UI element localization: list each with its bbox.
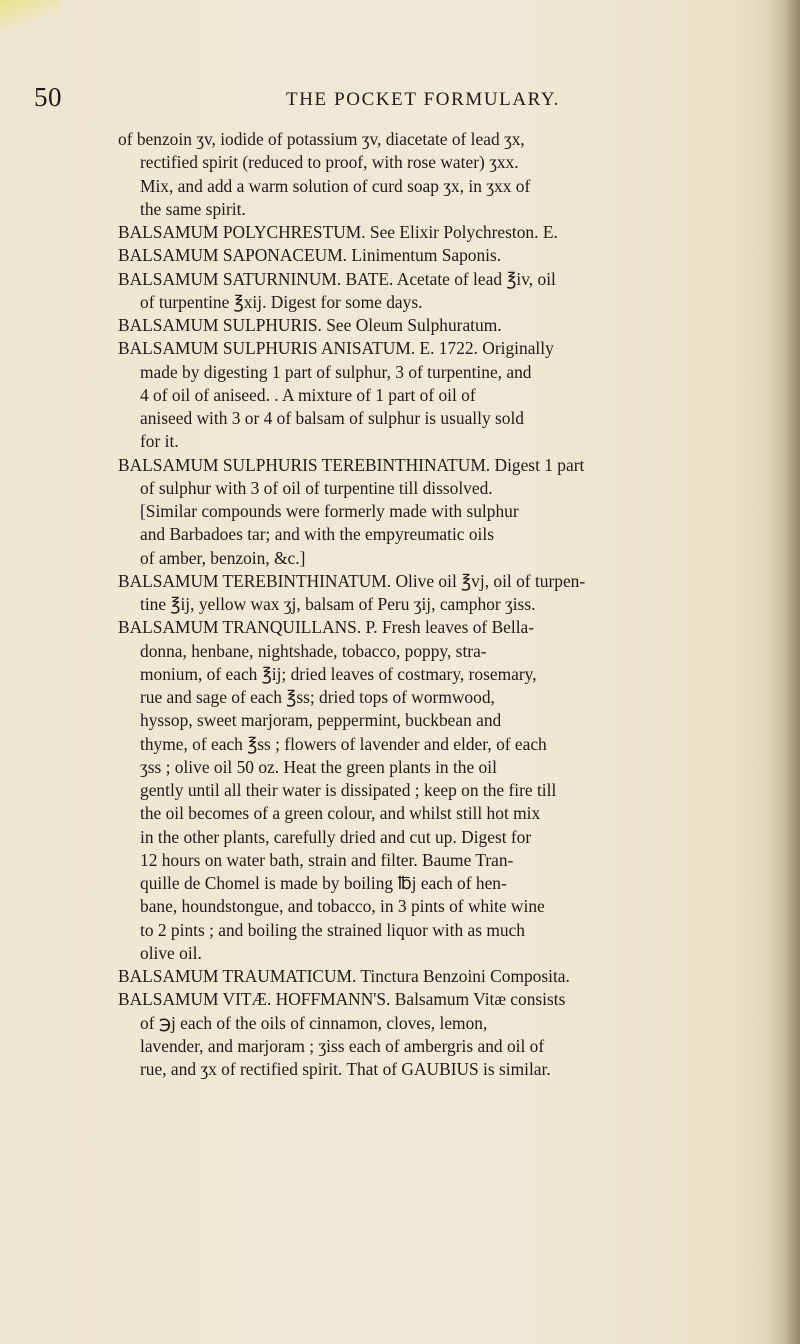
text-line: monium, of each ℥ij; dried leaves of costmary, rosemary, [140, 663, 537, 684]
page-header [34, 82, 754, 116]
text-line: BALSAMUM SULPHURIS. See Oleum Sulphuratum. [118, 315, 502, 335]
text-line: BALSAMUM SULPHURIS TEREBINTHINATUM. Digest 1 part [118, 454, 585, 475]
text-line: in the other plants, carefully dried and cut up. Digest for [140, 826, 532, 847]
text-line: [Similar compounds were formerly made with sulphur [140, 501, 519, 521]
text-line: BALSAMUM TRAUMATICUM. Tinctura Benzoini Composita. [118, 966, 570, 986]
text-line: the same spirit. [140, 198, 246, 219]
text-line: of sulphur with 3 of oil of turpentine till dissolved. [140, 477, 493, 498]
running-title: THE POCKET FORMULARY. [286, 89, 561, 110]
text-line: of benzoin ʒv, iodide of potassium ʒv, diacetate of lead ʒx, [118, 129, 525, 149]
text-line: BALSAMUM POLYCHRESTUM. See Elixir Polychreston. E. [118, 222, 558, 242]
text-line: gently until all their water is dissipated ; keep on the fire till [140, 780, 557, 800]
text-line: Mix, and add a warm solution of curd soap ʒx, in ʒxx of [140, 175, 531, 196]
text-line: 12 hours on water bath, strain and filter. Baume Tran- [140, 849, 514, 870]
text-line: lavender, and marjoram ; ʒiss each of ambergris and oil of [140, 1035, 545, 1056]
text-line: rue, and ʒx of rectified spirit. That of GAUBIUS is similar. [140, 1059, 551, 1079]
text-line: olive oil. [140, 942, 202, 963]
text-line: to 2 pints ; and boiling the strained liquor with as much [140, 919, 525, 940]
text-line: made by digesting 1 part of sulphur, 3 of turpentine, and [140, 361, 532, 382]
text-line: ʒss ; olive oil 50 oz. Heat the green plants in the oil [140, 756, 497, 777]
text-line: BALSAMUM TEREBINTHINATUM. Olive oil ℥vj, oil of turpen- [118, 570, 586, 591]
text-line: hyssop, sweet marjoram, peppermint, buckbean and [140, 710, 502, 731]
text-line: donna, henbane, nightshade, tobacco, poppy, stra- [140, 640, 487, 661]
text-line: quille de Chomel is made by boiling ℔j each of hen- [140, 873, 507, 893]
page-corner-stain [0, 0, 60, 30]
text-line: of ℈j each of the oils of cinnamon, cloves, lemon, [140, 1012, 488, 1033]
text-line: and Barbadoes tar; and with the empyreumatic oils [140, 524, 494, 545]
text-line: of turpentine ℥xij. Digest for some days. [140, 291, 423, 312]
text-line: 4 of oil of aniseed. . A mixture of 1 part of oil of [140, 384, 476, 405]
text-line: of amber, benzoin, &c.] [140, 547, 306, 568]
text-line: thyme, of each ℥ss ; flowers of lavender and elder, of each [140, 733, 547, 754]
text-line: aniseed with 3 or 4 of balsam of sulphur is usually sold [140, 408, 524, 428]
text-line: bane, houndstongue, and tobacco, in 3 pints of white wine [140, 896, 545, 917]
text-line: tine ℥ij, yellow wax ʒj, balsam of Peru ʒij, camphor ʒiss. [140, 594, 536, 614]
text-line: BALSAMUM VITÆ. HOFFMANN'S. Balsamum Vitæ consists [118, 989, 566, 1010]
page-number: 50 [34, 82, 62, 112]
text-line: the oil becomes of a green colour, and whilst still hot mix [140, 803, 541, 824]
formulary-text [118, 128, 778, 1081]
text-line: BALSAMUM SULPHURIS ANISATUM. E. 1722. Originally [118, 338, 554, 359]
text-line: BALSAMUM TRANQUILLANS. P. Fresh leaves of Bella- [118, 617, 535, 638]
text-line: BALSAMUM SAPONACEUM. Linimentum Saponis. [118, 245, 502, 266]
text-line: BALSAMUM SATURNINUM. BATE. Acetate of lead ℥iv, oil [118, 268, 556, 289]
text-line: rectified spirit (reduced to proof, with rose water) ʒxx. [140, 152, 519, 173]
text-line: rue and sage of each ℥ss; dried tops of wormwood, [140, 687, 495, 707]
text-line: for it. [140, 431, 179, 452]
